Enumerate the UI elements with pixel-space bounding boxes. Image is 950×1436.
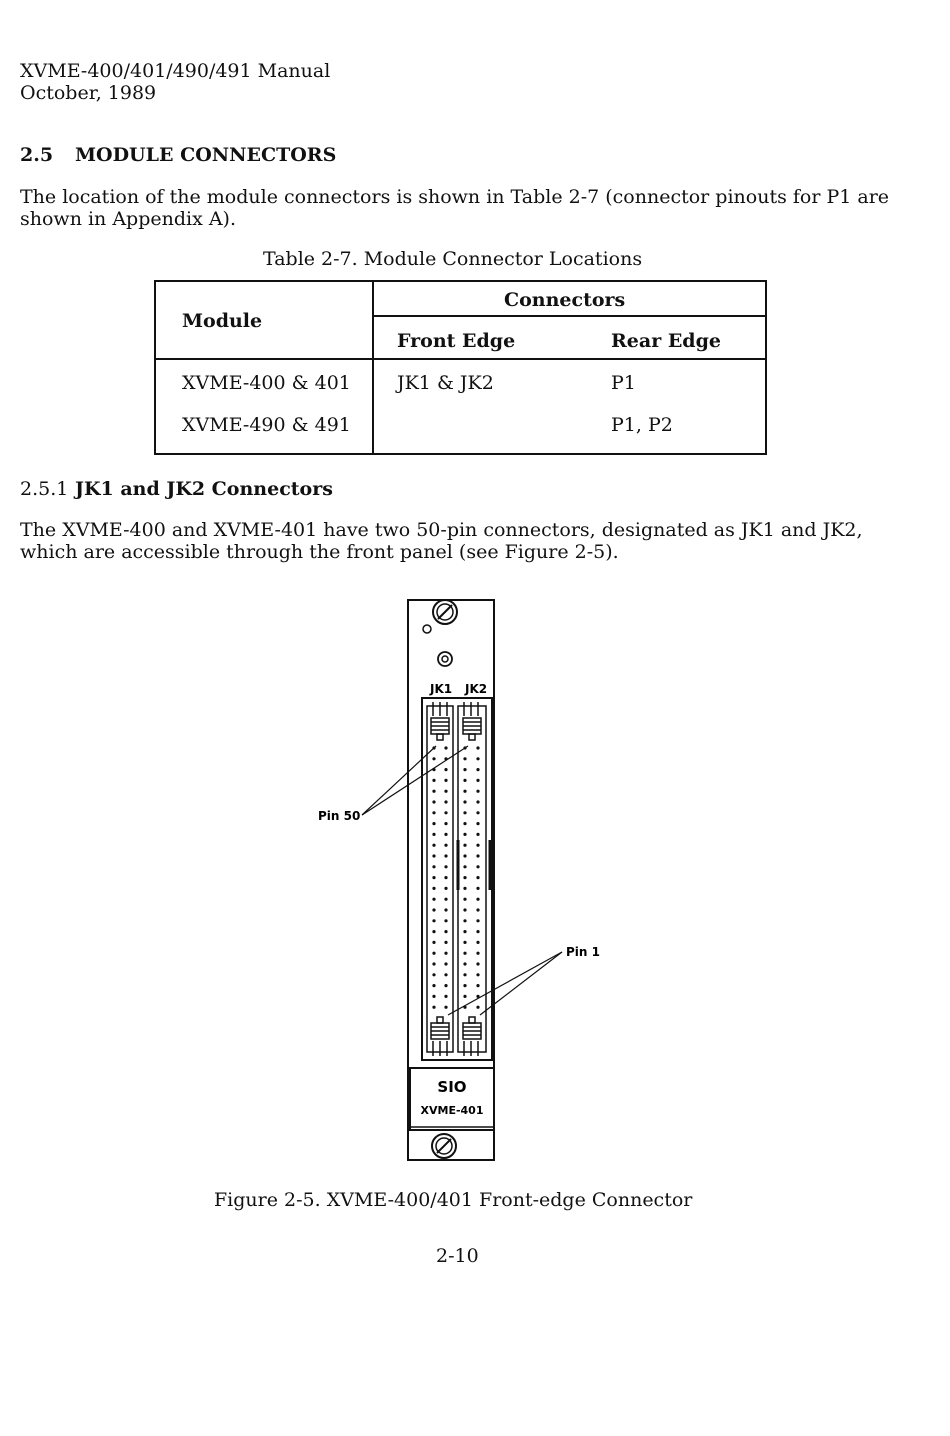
pin-dot xyxy=(432,746,435,749)
pin-dot xyxy=(476,833,479,836)
section-title: MODULE CONNECTORS xyxy=(75,144,337,166)
pin-dot xyxy=(432,973,435,976)
pin-dot xyxy=(432,898,435,901)
pin-dot xyxy=(444,833,447,836)
pin-dot xyxy=(476,952,479,955)
pin-dot xyxy=(463,930,466,933)
rear-edge-header: Rear Edge xyxy=(611,330,721,352)
pin-dot xyxy=(432,941,435,944)
pin-dot xyxy=(432,865,435,868)
pin50-leaders xyxy=(362,746,468,815)
pin-dot xyxy=(463,1006,466,1009)
pin-dot xyxy=(444,876,447,879)
pin-dot xyxy=(463,973,466,976)
table-subheader-divider xyxy=(372,315,767,317)
pin-dot xyxy=(463,995,466,998)
pin-dot xyxy=(432,779,435,782)
pin-dot xyxy=(444,919,447,922)
pin-dot xyxy=(444,800,447,803)
pin-dot xyxy=(432,995,435,998)
pin-dot xyxy=(444,746,447,749)
pin-dot xyxy=(476,768,479,771)
pin-dot xyxy=(463,908,466,911)
table-border-top xyxy=(154,280,767,282)
pin-dot xyxy=(444,865,447,868)
pin-dot xyxy=(432,844,435,847)
row-2-rear: P1, P2 xyxy=(611,414,673,436)
pin-dot xyxy=(432,962,435,965)
subsection-title: JK1 and JK2 Connectors xyxy=(74,478,333,500)
pin-dot xyxy=(432,984,435,987)
pin-dot xyxy=(432,919,435,922)
pin-dot xyxy=(444,984,447,987)
pin-dot xyxy=(476,941,479,944)
pin-dot xyxy=(444,887,447,890)
module-header: Module xyxy=(182,310,263,332)
pin-dot xyxy=(444,822,447,825)
front-panel-figure xyxy=(300,590,620,1180)
pin-dot xyxy=(476,800,479,803)
pin-dot xyxy=(432,908,435,911)
pin-dot xyxy=(476,984,479,987)
pin-dot xyxy=(432,930,435,933)
pin-dot xyxy=(432,887,435,890)
pin-dot xyxy=(432,800,435,803)
pin-dot xyxy=(476,995,479,998)
top-latches xyxy=(431,702,481,740)
pin-dot xyxy=(444,768,447,771)
pin-dot xyxy=(476,844,479,847)
pin-dot xyxy=(444,790,447,793)
pin-dot xyxy=(463,887,466,890)
pin-dot xyxy=(476,1006,479,1009)
connector-table xyxy=(154,280,767,455)
pin-dot xyxy=(432,768,435,771)
row-2-module: XVME-490 & 491 xyxy=(182,414,351,436)
front-edge-header: Front Edge xyxy=(397,330,516,352)
pin-dot xyxy=(444,995,447,998)
pin-dot xyxy=(444,908,447,911)
pin-dot xyxy=(444,757,447,760)
pin-dot xyxy=(463,811,466,814)
jk1-label: JK1 xyxy=(430,682,453,696)
pin-dot xyxy=(432,757,435,760)
pin50-label: Pin 50 xyxy=(318,809,361,823)
pin-dot xyxy=(463,952,466,955)
bottom-latches xyxy=(431,1017,481,1056)
connectors-header: Connectors xyxy=(504,289,626,311)
pin-dot xyxy=(476,887,479,890)
pin-dot xyxy=(463,822,466,825)
pin-dot xyxy=(476,919,479,922)
table-header-divider xyxy=(154,358,767,360)
row-1-module: XVME-400 & 401 xyxy=(182,372,351,394)
pin-dot xyxy=(476,898,479,901)
panel-hole-icon xyxy=(423,625,431,633)
pin-dot xyxy=(476,822,479,825)
section-number: 2.5 xyxy=(20,144,54,166)
manual-date: October, 1989 xyxy=(20,82,157,104)
pin-dots xyxy=(432,746,479,1008)
pin-dot xyxy=(463,844,466,847)
pin-dot xyxy=(476,790,479,793)
pin-dot xyxy=(444,1006,447,1009)
pin-dot xyxy=(432,833,435,836)
pin-dot xyxy=(476,811,479,814)
table-border-right xyxy=(765,280,767,455)
pin-dot xyxy=(444,844,447,847)
pin-dot xyxy=(463,757,466,760)
pin-dot xyxy=(432,952,435,955)
pin-dot xyxy=(476,908,479,911)
pin-dot xyxy=(444,898,447,901)
pin-dot xyxy=(432,811,435,814)
pin-dot xyxy=(476,865,479,868)
subsection-number: 2.5.1 xyxy=(20,478,69,500)
pin-dot xyxy=(444,973,447,976)
pin-dot xyxy=(444,930,447,933)
pin-dot xyxy=(476,757,479,760)
subsection-text: The XVME-400 and XVME-401 have two 50-pin connectors, designated as JK1 and JK2, which are accessible through the front panel (see Figure 2-5). xyxy=(20,519,863,563)
pin-dot xyxy=(432,822,435,825)
pin1-leaders xyxy=(448,952,562,1015)
pin-dot xyxy=(463,941,466,944)
pin-dot xyxy=(444,952,447,955)
pin-dot xyxy=(444,941,447,944)
pin-dot xyxy=(432,1006,435,1009)
pin-dot xyxy=(476,962,479,965)
pin-dot xyxy=(463,876,466,879)
pin-dot xyxy=(476,876,479,879)
top-screw-icon xyxy=(433,600,457,624)
pin-dot xyxy=(432,876,435,879)
pin-dot xyxy=(444,854,447,857)
pin-dot xyxy=(463,779,466,782)
table-column-divider xyxy=(372,280,374,455)
row-1-rear: P1 xyxy=(611,372,636,394)
row-1-front: JK1 & JK2 xyxy=(397,372,494,394)
pin-dot xyxy=(476,779,479,782)
table-border-left xyxy=(154,280,156,455)
pin-dot xyxy=(476,973,479,976)
pin-dot xyxy=(432,854,435,857)
table-border-bottom xyxy=(154,453,767,455)
pin-dot xyxy=(444,962,447,965)
pin-dot xyxy=(463,833,466,836)
bottom-screw-icon xyxy=(432,1134,456,1158)
model-label: XVME-401 xyxy=(420,1104,484,1117)
pin-dot xyxy=(476,746,479,749)
jk2-connector xyxy=(458,706,486,1052)
pin-dot xyxy=(476,930,479,933)
manual-title: XVME-400/401/490/491 Manual xyxy=(20,60,331,82)
subsection-heading xyxy=(20,478,333,500)
pin-dot xyxy=(463,865,466,868)
pin-dot xyxy=(463,746,466,749)
pin1-label: Pin 1 xyxy=(566,945,600,959)
jk2-label: JK2 xyxy=(465,682,488,696)
pin-dot xyxy=(463,800,466,803)
indicator-icon xyxy=(438,652,452,666)
pin-dot xyxy=(444,811,447,814)
pin-dot xyxy=(463,898,466,901)
pin-dot xyxy=(463,790,466,793)
figure-caption: Figure 2-5. XVME-400/401 Front-edge Connector xyxy=(214,1189,693,1211)
sio-label: SIO xyxy=(437,1078,467,1096)
pin-dot xyxy=(476,854,479,857)
pin-dot xyxy=(463,984,466,987)
pin-dot xyxy=(463,962,466,965)
page-number: 2-10 xyxy=(436,1245,479,1267)
pin-dot xyxy=(444,779,447,782)
pin-dot xyxy=(432,790,435,793)
pin-dot xyxy=(463,919,466,922)
table-caption: Table 2-7. Module Connector Locations xyxy=(263,248,643,270)
section-intro: The location of the module connectors is shown in Table 2-7 (connector pinouts for P1 are shown in Appendix A). xyxy=(20,186,890,230)
pin-dot xyxy=(463,768,466,771)
pin-dot xyxy=(463,854,466,857)
